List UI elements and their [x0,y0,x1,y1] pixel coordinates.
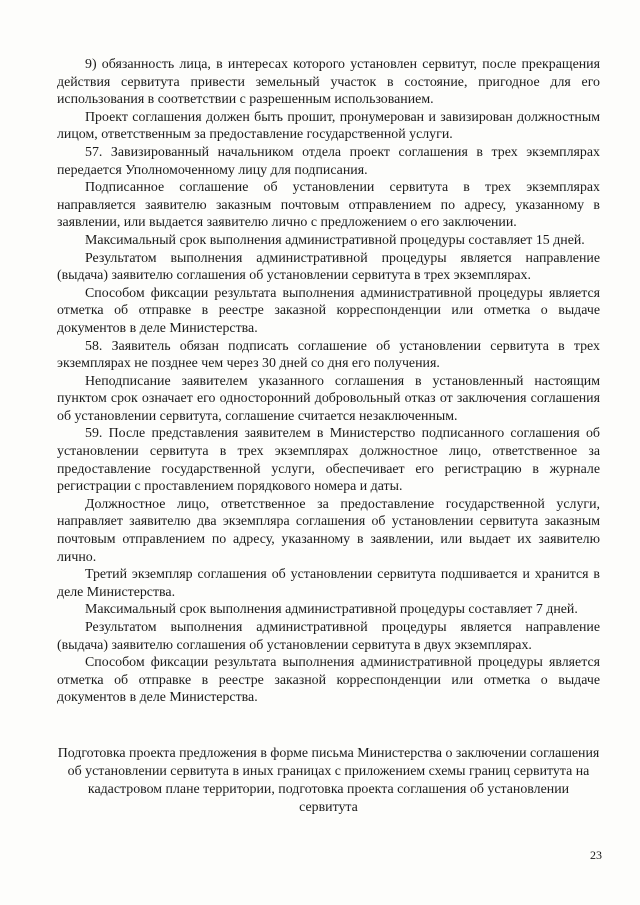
paragraph-58: 58. Заявитель обязан подписать соглашение об установлении сервитута в трех экземплярах не позднее чем через 30 дней со дня его получения. [57,338,600,372]
paragraph-non-signing: Неподписание заявителем указанного соглашения в установленный настоящим пунктом срок означает его односторонний добровольный отказ от заключения соглашения об установлении сервитута, соглашение считается незаключенным. [57,373,600,424]
section-heading: Подготовка проекта предложения в форме письма Министерства о заключении соглашения об установлении сервитута в иных границах с приложением схемы границ сервитута на кадастровом плане территории, подготовка проекта соглашения об установлении сервитута [57,746,600,815]
document-body [57,56,600,707]
paragraph-draft-agreement: Проект соглашения должен быть прошит, пронумерован и завизирован должностным лицом, ответственным за предоставление государственной услуги. [57,109,600,143]
paragraph-signed-agreement-sent: Подписанное соглашение об установлении сервитута в трех экземплярах направляется заявителю заказным почтовым отправлением по адресу, указанному в заявлении, или выдается заявителю лично с предложением о его заключении. [57,180,600,231]
paragraph-57: 57. Завизированный начальником отдела проект соглашения в трех экземплярах передается Уполномоченному лицу для подписания. [57,144,600,178]
paragraph-max-term-7: Максимальный срок выполнения административной процедуры составляет 7 дней. [85,602,578,618]
paragraph-fixation-method-2: Способом фиксации результата выполнения административной процедуры является отметка об отправке в реестре заказной корреспонденции или отметка о выдаче документов в деле Министерства. [57,655,600,706]
paragraph-result-two-copies: Результатом выполнения административной процедуры является направление (выдача) заявителю соглашения об установлении сервитута в двух экземплярах. [57,620,600,653]
paragraph-result-three-copies: Результатом выполнения административной процедуры является направление (выдача) заявителю соглашения об установлении сервитута в трех экземплярах. [57,250,600,284]
paragraph-obligation-9: 9) обязанность лица, в интересах которого установлен сервитут, после прекращения действия сервитута привести земельный участок в состояние, пригодное для его использования в соответствии с разрешенным использованием. [57,57,600,108]
paragraph-max-term-15: Максимальный срок выполнения административной процедуры составляет 15 дней. [85,232,585,248]
page-number: 23 [590,848,602,862]
paragraph-third-copy: Третий экземпляр соглашения об установлении сервитута подшивается и хранится в деле Министерства. [57,567,600,600]
paragraph-fixation-method-1: Способом фиксации результата выполнения административной процедуры является отметка об отправке в реестре заказной корреспонденции или отметка о выдаче документов в деле Министерства. [57,285,600,336]
paragraph-official-sends-two: Должностное лицо, ответственное за предоставление государственной услуги, направляет заявителю два экземпляра соглашения об установлении сервитута заказным почтовым отправлением по адресу, указанному в заявлении, или выдает их заявителю лично. [57,496,600,565]
paragraph-59: 59. После представления заявителем в Министерство подписанного соглашения об установлении сервитута в трех экземплярах должностное лицо, ответственное за предоставление государственной услуги, обеспечивает его регистрацию в журнале регистрации с проставлением порядкового номера и даты. [57,426,600,495]
